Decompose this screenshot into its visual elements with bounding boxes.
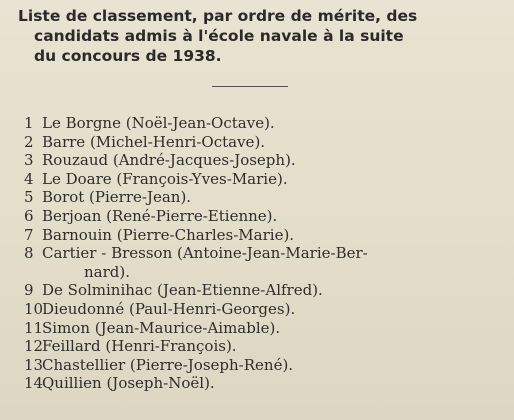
list-item [24, 281, 510, 300]
candidate-name: Quillien (Joseph-Noël). [42, 374, 215, 393]
heading-line-2: candidats admis à l'école navale à la suite [34, 27, 404, 45]
candidate-name: Simon (Jean-Maurice-Aimable). [42, 318, 281, 337]
list-heading [16, 6, 506, 66]
candidate-name: Barre (Michel-Henri-Octave). [42, 132, 266, 151]
candidate-name: Le Borgne (Noël-Jean-Octave). [42, 114, 275, 132]
rank-number: 5 [24, 188, 34, 207]
list-item [24, 188, 510, 207]
list-item [24, 319, 510, 338]
rank-number: 8 [24, 244, 34, 263]
ranking-list [24, 114, 510, 393]
list-item [24, 337, 510, 356]
candidate-name: Berjoan (René-Pierre-Etienne). [42, 206, 278, 225]
list-item [24, 133, 510, 152]
rank-number: 13 [24, 355, 44, 374]
list-item [24, 300, 510, 319]
rank-number: 1 [24, 114, 34, 132]
candidate-name: Le Doare (François-Yves-Marie). [42, 169, 288, 188]
heading-line-3: du concours de 1938. [34, 47, 222, 65]
candidate-name: Barnouin (Pierre-Charles-Marie). [42, 225, 295, 244]
list-item [24, 244, 510, 263]
candidate-name: Rouzaud (André-Jacques-Joseph). [42, 151, 296, 170]
rank-number: 7 [24, 225, 34, 244]
list-item [24, 226, 510, 245]
list-item [24, 374, 510, 393]
rank-number: 3 [24, 151, 34, 170]
rank-number: 4 [24, 169, 34, 188]
candidate-name: Cartier - Bresson (Antoine-Jean-Marie-Ber- [42, 244, 368, 263]
rank-number: 11 [24, 318, 44, 337]
rank-number: 12 [24, 337, 44, 356]
candidate-name: Borot (Pierre-Jean). [42, 188, 192, 207]
list-item [24, 170, 510, 189]
rank-number: 9 [24, 281, 34, 300]
rank-number: 2 [24, 132, 34, 151]
candidate-name: De Solminihac (Jean-Etienne-Alfred). [42, 281, 323, 300]
list-item [24, 356, 510, 375]
candidate-name: Dieudonné (Paul-Henri-Georges). [42, 299, 296, 318]
separator-rule [212, 86, 288, 87]
list-item-continuation: nard). [84, 262, 130, 281]
rank-number: 6 [24, 206, 34, 225]
list-item [24, 151, 510, 170]
rank-number: 14 [24, 374, 44, 393]
heading-line-1: Liste de classement, par ordre de mérite, des [18, 7, 418, 25]
rank-number: 10 [24, 299, 44, 318]
candidate-name: Chastellier (Pierre-Joseph-René). [42, 355, 294, 374]
list-item [24, 207, 510, 226]
list-item [24, 114, 510, 133]
candidate-name: Feillard (Henri-François). [42, 337, 237, 356]
